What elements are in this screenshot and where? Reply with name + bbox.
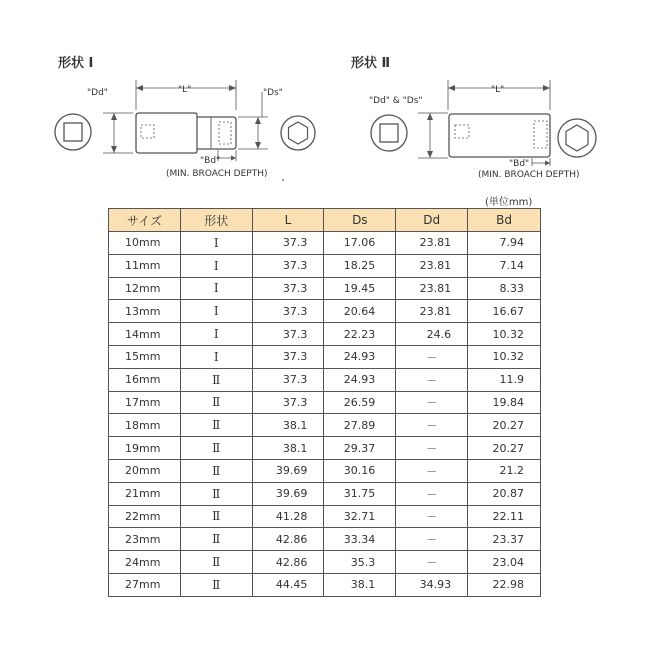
table-row [109,323,541,346]
cell-size: 13mm [109,300,181,323]
table-row [109,391,541,414]
table-row [109,300,541,323]
cell-size: 24mm [109,551,181,574]
cell-shape: Ⅰ [180,277,252,300]
table-row [109,345,541,368]
cell-ds: 19.45 [324,277,396,300]
cell-l: 37.3 [252,345,324,368]
cell-l: 37.3 [252,254,324,277]
cell-ds: 22.23 [324,323,396,346]
cell-bd: 22.98 [468,573,541,596]
cell-l: 42.86 [252,528,324,551]
cell-size: 22mm [109,505,181,528]
table-row [109,505,541,528]
cell-bd: 7.94 [468,232,541,255]
cell-size: 19mm [109,437,181,460]
cell-ds: 35.3 [324,551,396,574]
cell-dd: － [396,391,468,414]
cell-bd: 20.87 [468,482,541,505]
broach-depth-label: (MIN. BROACH DEPTH) [166,169,268,179]
table-row [109,414,541,437]
cell-dd: 34.93 [396,573,468,596]
socket-body-shape-1 [136,113,236,153]
cell-dd: 23.81 [396,254,468,277]
cell-shape: Ⅱ [180,551,252,574]
cell-bd: 10.32 [468,345,541,368]
cell-l: 42.86 [252,551,324,574]
header-l: L [252,209,324,232]
table-row [109,368,541,391]
cell-l: 37.3 [252,323,324,346]
cell-l: 38.1 [252,414,324,437]
cell-shape: Ⅱ [180,414,252,437]
cell-dd: － [396,551,468,574]
cell-ds: 18.25 [324,254,396,277]
cell-l: 38.1 [252,437,324,460]
cell-shape: Ⅱ [180,459,252,482]
table-row [109,459,541,482]
cell-size: 23mm [109,528,181,551]
cell-ds: 33.34 [324,528,396,551]
cell-bd: 23.37 [468,528,541,551]
cell-ds: 26.59 [324,391,396,414]
square-drive-end-view-2 [371,115,407,151]
cell-l: 37.3 [252,277,324,300]
cell-shape: Ⅱ [180,391,252,414]
cell-size: 21mm [109,482,181,505]
cell-dd: 24.6 [396,323,468,346]
shape-2-title: 形状 Ⅱ [351,56,391,71]
cell-shape: Ⅰ [180,300,252,323]
table-row [109,277,541,300]
cell-dd: － [396,368,468,391]
cell-bd: 8.33 [468,277,541,300]
square-drive-end-view [55,114,91,150]
table-body [109,232,541,597]
cell-size: 11mm [109,254,181,277]
cell-dd: － [396,505,468,528]
l-label: "L" [178,85,192,95]
cell-dd: － [396,414,468,437]
l-dimension [136,80,236,110]
ds-label: "Ds" [263,88,283,98]
cell-bd: 16.67 [468,300,541,323]
table-row [109,437,541,460]
cell-l: 37.3 [252,232,324,255]
header-shape: 形状 [180,209,252,232]
cell-size: 12mm [109,277,181,300]
cell-shape: Ⅰ [180,254,252,277]
ds-dimension [238,88,283,149]
socket-body-shape-2 [449,114,550,157]
cell-shape: Ⅰ [180,345,252,368]
header-size: サイズ [109,209,181,232]
socket-spec-table [108,208,541,597]
cell-dd: － [396,437,468,460]
cell-l: 39.69 [252,482,324,505]
bd-dimension [166,150,284,181]
cell-size: 14mm [109,323,181,346]
cell-bd: 20.27 [468,414,541,437]
cell-l: 44.45 [252,573,324,596]
cell-shape: Ⅱ [180,437,252,460]
cell-shape: Ⅱ [180,528,252,551]
cell-bd: 22.11 [468,505,541,528]
unit-note: (単位mm) [485,197,533,208]
cell-dd: 23.81 [396,300,468,323]
cell-shape: Ⅰ [180,323,252,346]
l-label-2: "L" [491,85,505,95]
table-row [109,573,541,596]
cell-size: 15mm [109,345,181,368]
cell-ds: 24.93 [324,368,396,391]
table-row [109,232,541,255]
cell-ds: 27.89 [324,414,396,437]
hex-socket-end-view-2 [558,119,596,157]
cell-size: 27mm [109,573,181,596]
cell-ds: 38.1 [324,573,396,596]
dd-dimension [87,88,133,153]
cell-ds: 30.16 [324,459,396,482]
cell-ds: 32.71 [324,505,396,528]
table-row [109,551,541,574]
shape-1-title: 形状 Ⅰ [58,56,94,71]
header-bd: Bd [468,209,541,232]
cell-ds: 17.06 [324,232,396,255]
cell-shape: Ⅱ [180,368,252,391]
hex-socket-end-view [281,116,315,150]
cell-shape: Ⅰ [180,232,252,255]
cell-dd: － [396,345,468,368]
cell-ds: 31.75 [324,482,396,505]
cell-dd: － [396,482,468,505]
cell-bd: 21.2 [468,459,541,482]
cell-size: 18mm [109,414,181,437]
cell-dd: － [396,528,468,551]
cell-ds: 24.93 [324,345,396,368]
cell-shape: Ⅱ [180,482,252,505]
cell-shape: Ⅱ [180,505,252,528]
cell-l: 37.3 [252,391,324,414]
cell-bd: 10.32 [468,323,541,346]
table-row [109,482,541,505]
cell-bd: 20.27 [468,437,541,460]
cell-bd: 23.04 [468,551,541,574]
cell-shape: Ⅱ [180,573,252,596]
header-dd: Dd [396,209,468,232]
table-row [109,528,541,551]
cell-bd: 7.14 [468,254,541,277]
cell-l: 37.3 [252,300,324,323]
cell-dd: － [396,459,468,482]
cell-dd: 23.81 [396,277,468,300]
table-row [109,254,541,277]
cell-ds: 20.64 [324,300,396,323]
cell-size: 10mm [109,232,181,255]
table-header-row [109,209,541,232]
broach-depth-label-2: (MIN. BROACH DEPTH) [478,170,580,180]
bd-label: "Bd" [200,156,221,166]
header-ds: Ds [324,209,396,232]
dd-label: "Dd" [87,88,108,98]
shape-2-diagram [369,80,596,180]
cell-dd: 23.81 [396,232,468,255]
l-dimension-2 [448,80,550,110]
cell-l: 39.69 [252,459,324,482]
shape-1-diagram [0,0,650,200]
cell-l: 41.28 [252,505,324,528]
cell-bd: 19.84 [468,391,541,414]
cell-bd: 11.9 [468,368,541,391]
cell-size: 20mm [109,459,181,482]
bd-dimension-2 [478,158,579,180]
cell-l: 37.3 [252,368,324,391]
cell-ds: 29.37 [324,437,396,460]
cell-size: 16mm [109,368,181,391]
bd-label-2: "Bd" [509,159,530,169]
dd-ds-label: "Dd" & "Ds" [369,96,423,106]
cell-size: 17mm [109,391,181,414]
